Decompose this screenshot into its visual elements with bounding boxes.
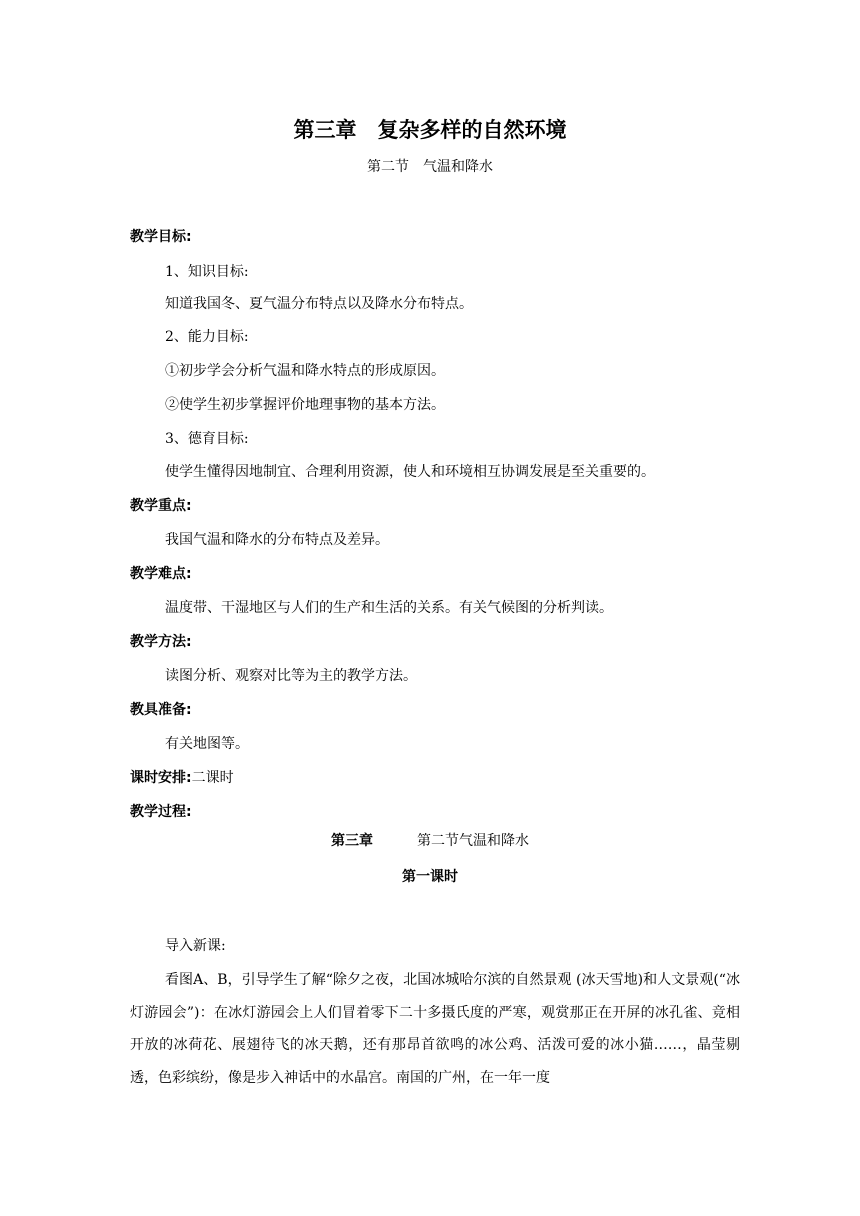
goal-knowledge-text: 知道我国冬、夏气温分布特点以及降水分布特点。 — [165, 296, 473, 312]
goal-ability-label: 2、能力目标: — [165, 329, 249, 345]
lesson-number: 第一课时 — [402, 869, 458, 885]
section-subtitle: 第二节 气温和降水 — [367, 159, 493, 175]
difficulties-heading: 教学难点: — [130, 566, 192, 582]
goal-knowledge-label: 1、知识目标: — [165, 264, 249, 280]
method-text: 读图分析、观察对比等为主的教学方法。 — [165, 668, 417, 684]
lesson-chapter-label: 第三章 — [331, 833, 373, 849]
tools-heading: 教具准备: — [130, 702, 192, 718]
schedule-text: 二课时 — [191, 770, 234, 786]
key-points-heading: 教学重点: — [130, 498, 192, 514]
lesson-section-label: 第二节气温和降水 — [417, 833, 529, 849]
goal-moral-text: 使学生懂得因地制宜、合理利用资源，使人和环境相互协调发展是至关重要的。 — [165, 464, 655, 480]
intro-label: 导入新课: — [165, 938, 226, 954]
schedule-line — [130, 767, 234, 787]
key-points-text: 我国气温和降水的分布特点及差异。 — [165, 532, 389, 548]
lesson-chapter-line — [0, 830, 860, 850]
difficulties-text: 温度带、干湿地区与人们的生产和生活的关系。有关气候图的分析判读。 — [165, 600, 613, 616]
goals-heading: 教学目标: — [130, 229, 192, 245]
chapter-title: 第三章 复杂多样的自然环境 — [293, 117, 567, 142]
goal-moral-label: 3、德育目标: — [165, 431, 249, 447]
schedule-heading: 课时安排: — [130, 770, 192, 786]
method-heading: 教学方法: — [130, 634, 192, 650]
process-heading: 教学过程: — [130, 804, 192, 820]
intro-paragraph: 看图A、B，引导学生了解“除夕之夜，北国冰城哈尔滨的自然景观 (冰天雪地)和人文景观(“冰灯游园会”)：在冰灯游园会上人们冒着零下二十多摄氏度的严寒，观赏那正在开屏的冰孔雀、竞相开放的冰荷花、展翅待飞的冰天鹅，还有那昂首欲鸣的冰公鸡、活泼可爱的冰小猫……，晶莹剔透，色彩缤纷，像是步入神话中的水晶宫。南国的广州，在一年一度 — [130, 972, 740, 1086]
tools-text: 有关地图等。 — [165, 736, 249, 752]
goal-ability-item-2: ②使学生初步掌握评价地理事物的基本方法。 — [165, 397, 445, 413]
goal-ability-item-1: ①初步学会分析气温和降水特点的形成原因。 — [165, 363, 445, 379]
